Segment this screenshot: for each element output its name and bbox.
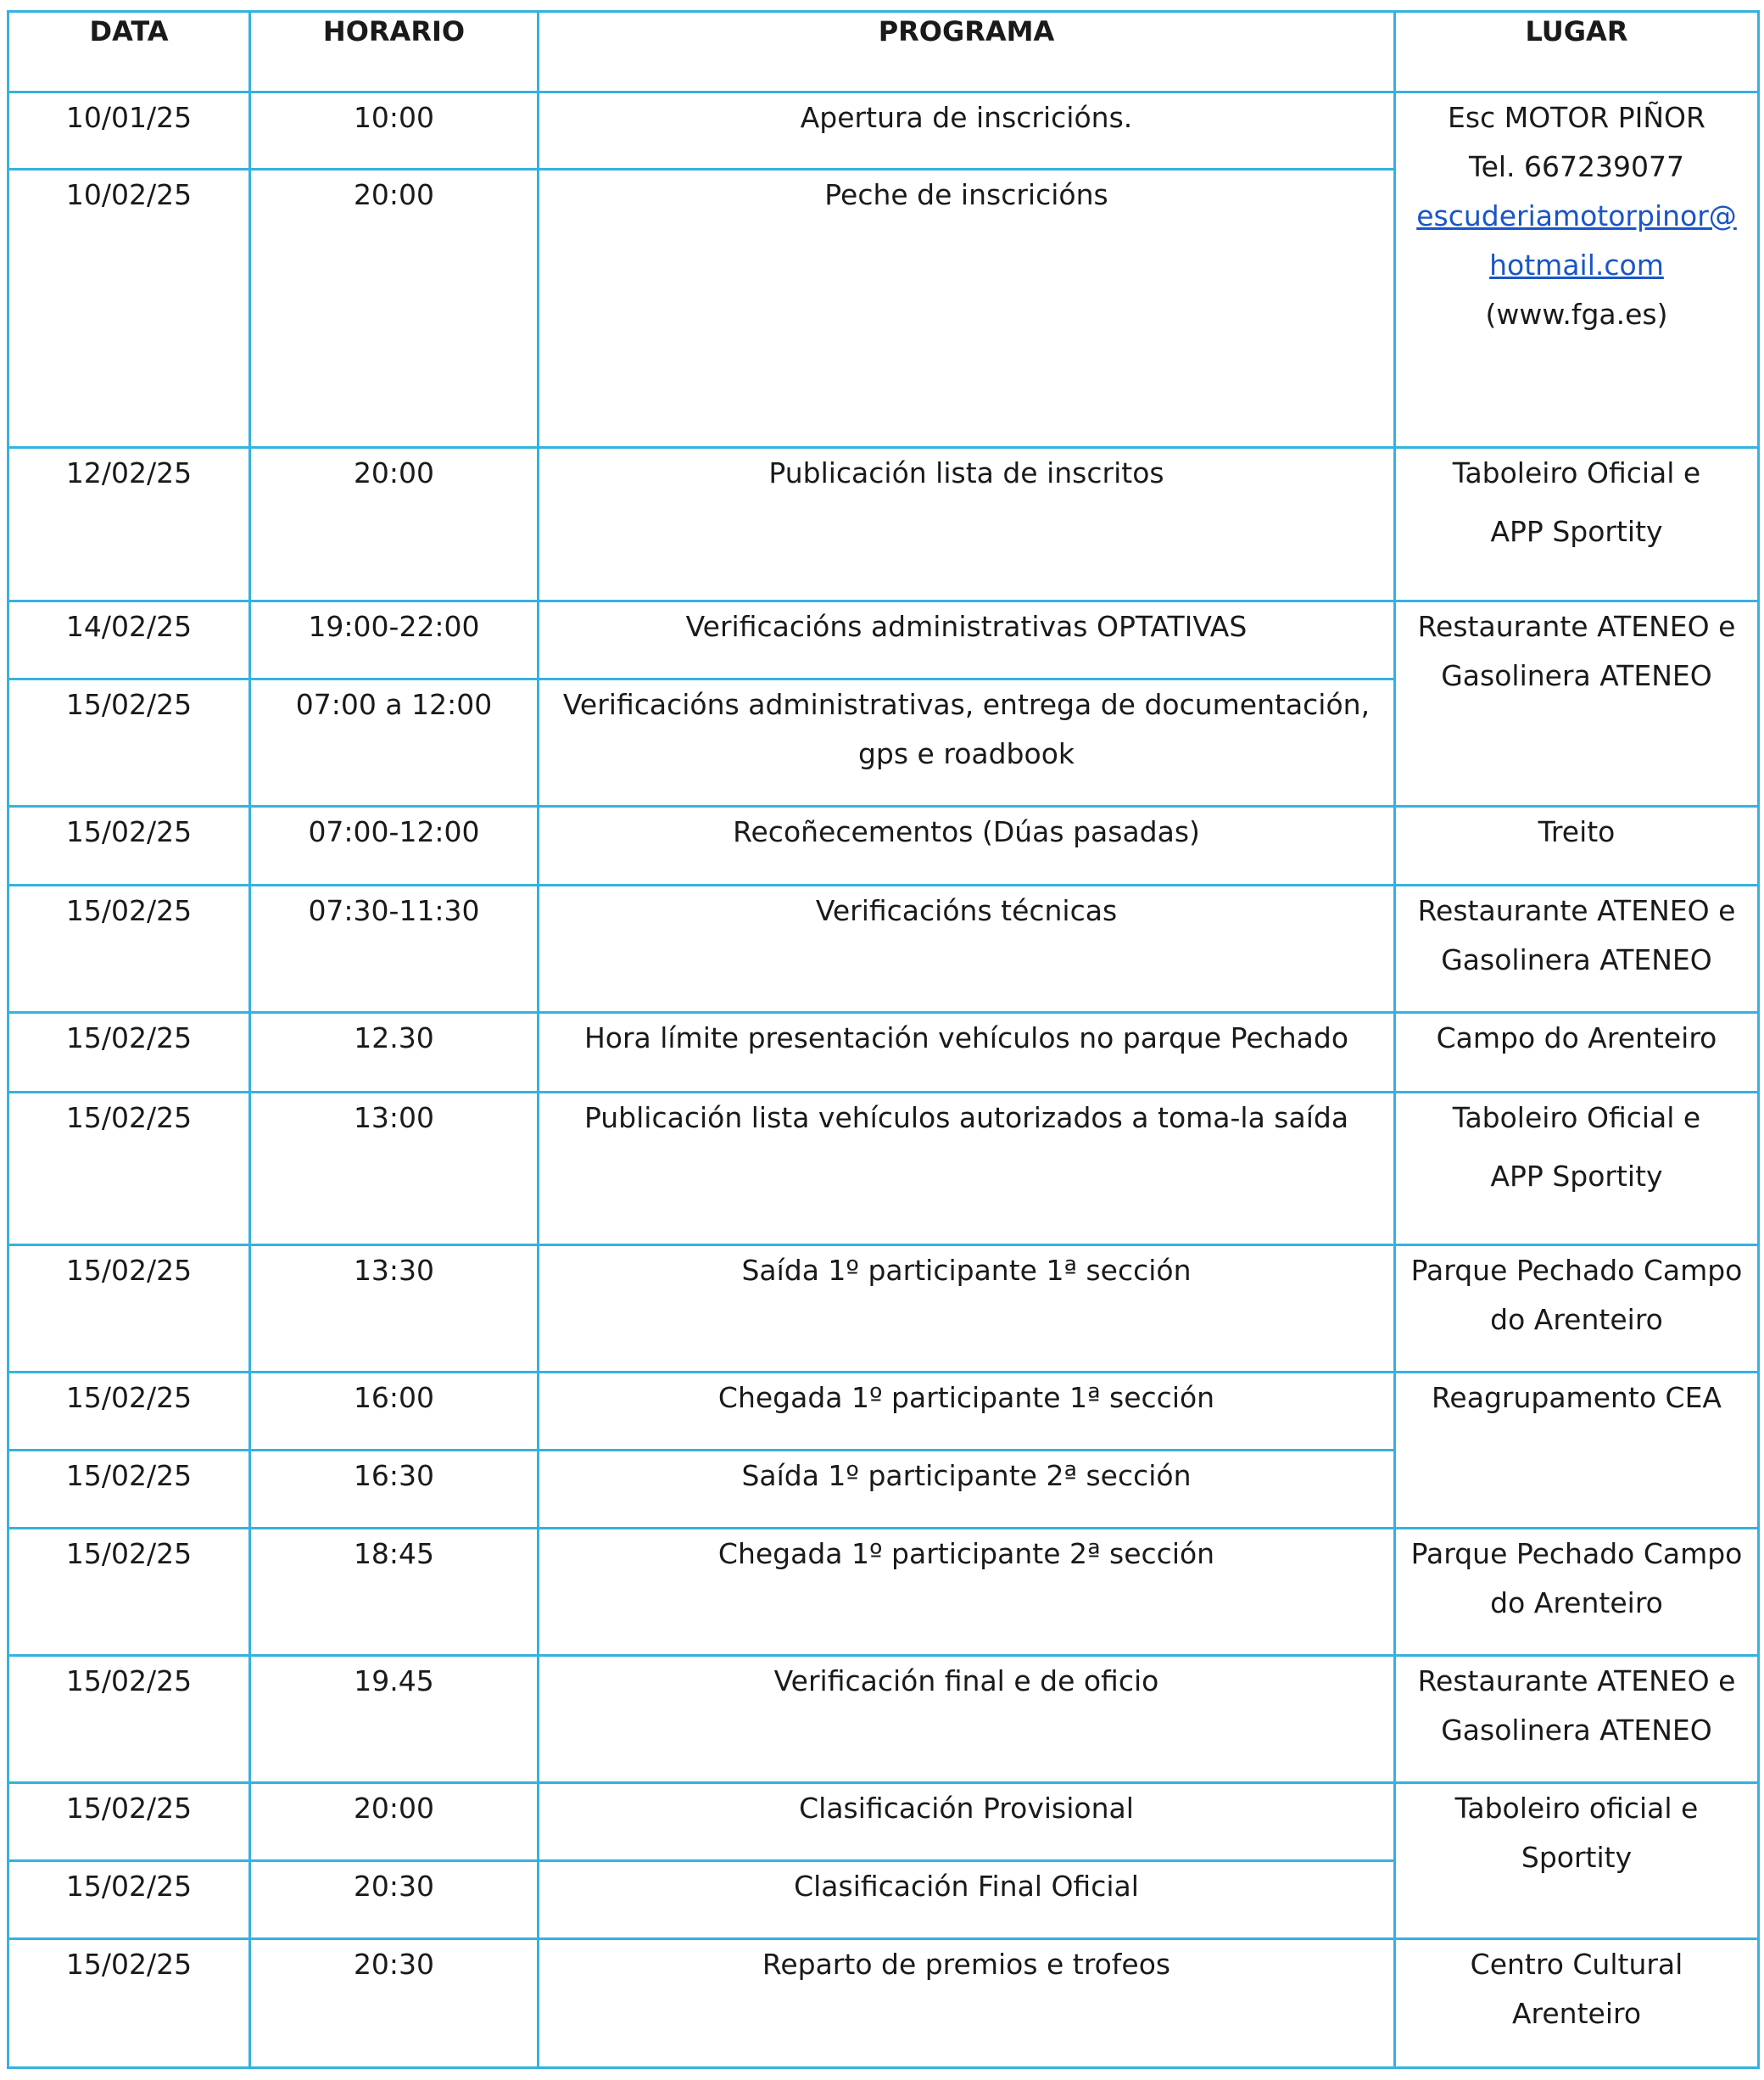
table-row [8, 601, 1759, 679]
place-line-1: Taboleiro Oficial e [1452, 1101, 1701, 1134]
place-line-2: Gasolinera ATENEO [1441, 1714, 1712, 1747]
place-organizer: Esc MOTOR PIÑOR [1448, 101, 1705, 134]
place-line-1: Parque Pechado Campo [1410, 1254, 1743, 1287]
place-line-1: Parque Pechado Campo [1410, 1537, 1743, 1570]
date-cell: 15/02/25 [8, 1656, 250, 1783]
time-cell: 13:30 [250, 1245, 539, 1373]
place-cell [1395, 1093, 1759, 1245]
time-cell: 07:00 a 12:00 [250, 679, 539, 807]
program-cell: Publicación lista vehículos autorizados a toma-la saída [539, 1093, 1395, 1245]
time-cell: 12.30 [250, 1013, 539, 1093]
date-cell: 15/02/25 [8, 1861, 250, 1939]
header-row [8, 12, 1759, 92]
place-line-1: Restaurante ATENEO e [1417, 894, 1736, 927]
place-cell: Treito [1395, 807, 1759, 886]
program-line-1: Verificacións administrativas, entrega de documentación, [562, 688, 1370, 721]
place-cell: Reagrupamento CEA [1395, 1373, 1759, 1529]
time-cell: 13:00 [250, 1093, 539, 1245]
date-cell: 12/02/25 [8, 448, 250, 601]
place-line-1: Restaurante ATENEO e [1417, 610, 1736, 643]
place-line-2: Arenteiro [1511, 1997, 1642, 2030]
time-cell: 07:00-12:00 [250, 807, 539, 886]
place-web: (www.fga.es) [1485, 298, 1668, 331]
table-row [8, 448, 1759, 601]
schedule-sheet [7, 10, 1760, 2069]
email-line-1: escuderiamotorpinor@ [1416, 199, 1737, 232]
date-cell: 10/02/25 [8, 170, 250, 448]
place-cell [1395, 601, 1759, 807]
table-row [8, 807, 1759, 886]
email-link[interactable] [1403, 192, 1750, 290]
place-line-2: do Arenteiro [1490, 1586, 1663, 1619]
table-row [8, 1939, 1759, 2068]
program-cell: Chegada 1º participante 1ª sección [539, 1373, 1395, 1451]
table-row [8, 1529, 1759, 1656]
time-cell: 07:30-11:30 [250, 886, 539, 1013]
program-cell: Verificación final e de oficio [539, 1656, 1395, 1783]
program-cell: Reparto de premios e trofeos [539, 1939, 1395, 2068]
time-cell: 10:00 [250, 92, 539, 170]
place-cell: Campo do Arenteiro [1395, 1013, 1759, 1093]
place-cell [1395, 1939, 1759, 2068]
table-row [8, 1013, 1759, 1093]
place-cell [1395, 1245, 1759, 1373]
date-cell: 15/02/25 [8, 1529, 250, 1656]
time-cell: 16:00 [250, 1373, 539, 1451]
place-cell [1395, 1783, 1759, 1939]
time-cell: 19:00-22:00 [250, 601, 539, 679]
header-time: HORARIO [250, 12, 539, 92]
time-cell: 20:30 [250, 1939, 539, 2068]
table-row [8, 1373, 1759, 1451]
place-line-1: Restaurante ATENEO e [1417, 1664, 1736, 1697]
program-line-2: gps e roadbook [857, 737, 1075, 770]
program-cell: Saída 1º participante 1ª sección [539, 1245, 1395, 1373]
date-cell: 15/02/25 [8, 807, 250, 886]
header-program: PROGRAMA [539, 12, 1395, 92]
program-cell: Hora límite presentación vehículos no parque Pechado [539, 1013, 1395, 1093]
place-line-2: Gasolinera ATENEO [1441, 659, 1712, 692]
date-cell: 14/02/25 [8, 601, 250, 679]
place-line-2: APP Sportity [1490, 1160, 1663, 1193]
table-row [8, 1656, 1759, 1783]
place-line-2: APP Sportity [1490, 515, 1663, 548]
date-cell: 10/01/25 [8, 92, 250, 170]
email-line-2: hotmail.com [1489, 249, 1664, 282]
place-line-2: Gasolinera ATENEO [1441, 943, 1712, 976]
place-cell [1395, 1529, 1759, 1656]
place-cell [1395, 1656, 1759, 1783]
program-cell: Recoñecementos (Dúas pasadas) [539, 807, 1395, 886]
program-cell: Clasificación Provisional [539, 1783, 1395, 1861]
place-line-1: Centro Cultural [1470, 1948, 1683, 1981]
program-cell: Chegada 1º participante 2ª sección [539, 1529, 1395, 1656]
program-cell: Apertura de inscricións. [539, 92, 1395, 170]
date-cell: 15/02/25 [8, 886, 250, 1013]
time-cell: 20:00 [250, 170, 539, 448]
date-cell: 15/02/25 [8, 679, 250, 807]
table-row [8, 1783, 1759, 1861]
program-cell: Verificacións administrativas OPTATIVAS [539, 601, 1395, 679]
header-place: LUGAR [1395, 12, 1759, 92]
program-cell: Peche de inscricións [539, 170, 1395, 448]
table-row [8, 886, 1759, 1013]
date-cell: 15/02/25 [8, 1451, 250, 1529]
time-cell: 18:45 [250, 1529, 539, 1656]
time-cell: 20:00 [250, 1783, 539, 1861]
time-cell: 16:30 [250, 1451, 539, 1529]
date-cell: 15/02/25 [8, 1093, 250, 1245]
date-cell: 15/02/25 [8, 1373, 250, 1451]
time-cell: 20:00 [250, 448, 539, 601]
place-cell [1395, 448, 1759, 601]
place-contact-cell [1395, 92, 1759, 448]
program-cell: Publicación lista de inscritos [539, 448, 1395, 601]
schedule-table [7, 10, 1760, 2069]
place-line-1: Taboleiro Oficial e [1452, 456, 1701, 489]
program-cell [539, 679, 1395, 807]
table-row [8, 92, 1759, 170]
date-cell: 15/02/25 [8, 1939, 250, 2068]
date-cell: 15/02/25 [8, 1013, 250, 1093]
time-cell: 19.45 [250, 1656, 539, 1783]
header-date: DATA [8, 12, 250, 92]
date-cell: 15/02/25 [8, 1245, 250, 1373]
place-line-2: Sportity [1521, 1841, 1633, 1874]
program-cell: Verificacións técnicas [539, 886, 1395, 1013]
table-row [8, 1093, 1759, 1245]
time-cell: 20:30 [250, 1861, 539, 1939]
program-cell: Saída 1º participante 2ª sección [539, 1451, 1395, 1529]
date-cell: 15/02/25 [8, 1783, 250, 1861]
place-phone: Tel. 667239077 [1469, 150, 1684, 183]
program-cell: Clasificación Final Oficial [539, 1861, 1395, 1939]
place-line-2: do Arenteiro [1490, 1303, 1663, 1336]
place-line-1: Taboleiro oficial e [1454, 1792, 1699, 1825]
table-row [8, 1245, 1759, 1373]
place-cell [1395, 886, 1759, 1013]
